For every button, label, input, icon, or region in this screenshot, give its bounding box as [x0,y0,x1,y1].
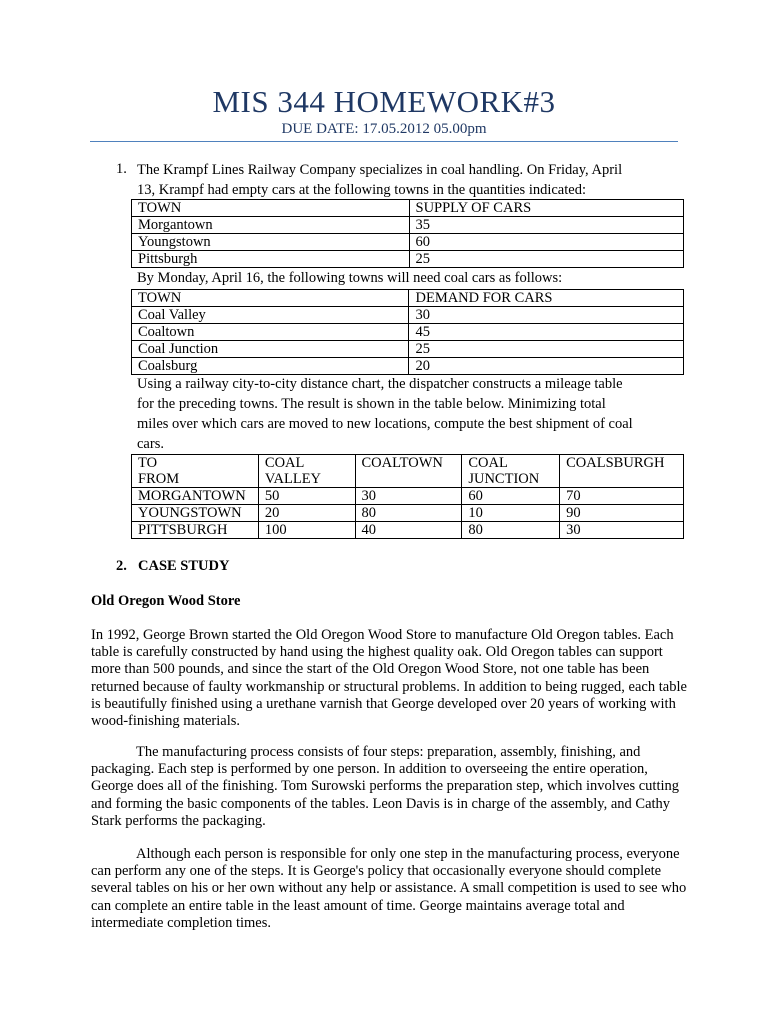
mileage-intro-line: miles over which cars are moved to new locations, compute the best shipment of coal [137,416,633,432]
mileage-intro-line: cars. [137,436,164,452]
table-header-cell: SUPPLY OF CARS [409,200,683,217]
table-header-cell [560,455,684,488]
table-header-cell [355,455,462,488]
table-cell: MORGANTOWN [132,488,259,505]
header-line: VALLEY [264,471,322,487]
header-line: FROM [138,471,180,487]
header-line: COAL [264,455,305,471]
header-line: TO [138,455,158,471]
table-cell: PITTSBURGH [132,522,259,539]
table-cell: 25 [409,341,684,358]
question-1-intro-line-2: 13, Krampf had empty cars at the following towns in the quantities indicated: [137,182,586,198]
table-cell: 80 [462,522,560,539]
table-cell: Coal Junction [132,341,409,358]
table-header-cell: TOWN [132,200,410,217]
supply-table [131,199,684,268]
table-row [132,307,684,324]
case-paragraph: The manufacturing process consists of four steps: preparation, assembly, finishing, and packaging. Each step is performed by one person. In addition to overseeing the entire operation, George does all of the finishing. Tom Surowski performs the preparation step, which involves cutting and forming the basic components of the tables. Leon Davis is in charge of the assembly, and Cathy Stark performs the packaging. [91,744,680,829]
question-2-number: 2. [116,558,127,574]
title-divider [90,141,678,142]
header-line: COAL [468,455,508,471]
table-row [132,505,684,522]
case-title: Old Oregon Wood Store [91,593,241,609]
table-row [132,488,684,505]
table-cell: 60 [409,234,683,251]
case-paragraph: In 1992, George Brown started the Old Oregon Wood Store to manufacture Old Oregon tables. Each table is carefully constructed by hand using the highest quality oak. Old Oregon tables can support more than 500 pounds, and since the start of the Old Oregon Wood Store, not one table has been returned because of faulty workmanship or structural problems. In addition to being rugged, each table is beautifully finished using a urethane varnish that George developed over 20 years of working with wood-finishing materials. [91,627,687,730]
table-row [132,522,684,539]
table-cell: 30 [409,307,684,324]
page-title: MIS 344 HOMEWORK#3 [212,84,556,119]
table-cell: Pittsburgh [132,251,410,268]
demand-table [131,289,684,375]
table-cell: 100 [258,522,355,539]
table-row [132,217,684,234]
table-cell: 35 [409,217,683,234]
question-1-number: 1. [116,161,127,177]
table-cell: 25 [409,251,683,268]
table-header-cell: DEMAND FOR CARS [409,290,684,307]
header-line: JUNCTION [468,471,540,487]
header-line: COALSBURGH [566,455,665,471]
table-cell: 45 [409,324,684,341]
table-row [132,200,684,217]
table-cell: 50 [258,488,355,505]
table-cell: 20 [258,505,355,522]
table-row [132,290,684,307]
case-study-heading: CASE STUDY [138,558,230,574]
table-cell: Youngstown [132,234,410,251]
table-header-cell [132,455,259,488]
case-paragraph: Although each person is responsible for only one step in the manufacturing process, everyone can perform any one of the steps. It is George's policy that occasionally everyone should complete several tables on his or her own without any help or assistance. A small competition is used to see who can complete an entire table in the least amount of time. George maintains average total and intermediate completion times. [91,846,687,931]
table-row [132,251,684,268]
mileage-intro-line: Using a railway city-to-city distance chart, the dispatcher constructs a mileage table [137,376,623,392]
table-cell: YOUNGSTOWN [132,505,259,522]
table-cell: Morgantown [132,217,410,234]
table-row [132,341,684,358]
table-cell: Coaltown [132,324,409,341]
table-header-cell [462,455,560,488]
table-header-cell [258,455,355,488]
table-cell: 90 [560,505,684,522]
table-cell: 60 [462,488,560,505]
table-header-cell: TOWN [132,290,409,307]
table-cell: 20 [409,358,684,375]
due-date: DUE DATE: 17.05.2012 05.00pm [281,121,487,137]
mileage-table [131,454,684,539]
table-cell: 30 [355,488,462,505]
table-cell: 80 [355,505,462,522]
table-row [132,234,684,251]
table-header-row [132,455,684,488]
demand-intro: By Monday, April 16, the following towns will need coal cars as follows: [137,270,563,286]
table-cell: 10 [462,505,560,522]
table-cell: Coalsburg [132,358,409,375]
table-cell: 70 [560,488,684,505]
header-line: COALTOWN [361,455,443,471]
table-cell: Coal Valley [132,307,409,324]
table-cell: 40 [355,522,462,539]
table-cell: 30 [560,522,684,539]
table-row [132,358,684,375]
mileage-intro-line: for the preceding towns. The result is shown in the table below. Minimizing total [137,396,606,412]
question-1-intro-line-1: The Krampf Lines Railway Company specializes in coal handling. On Friday, April [137,162,623,178]
table-row [132,324,684,341]
